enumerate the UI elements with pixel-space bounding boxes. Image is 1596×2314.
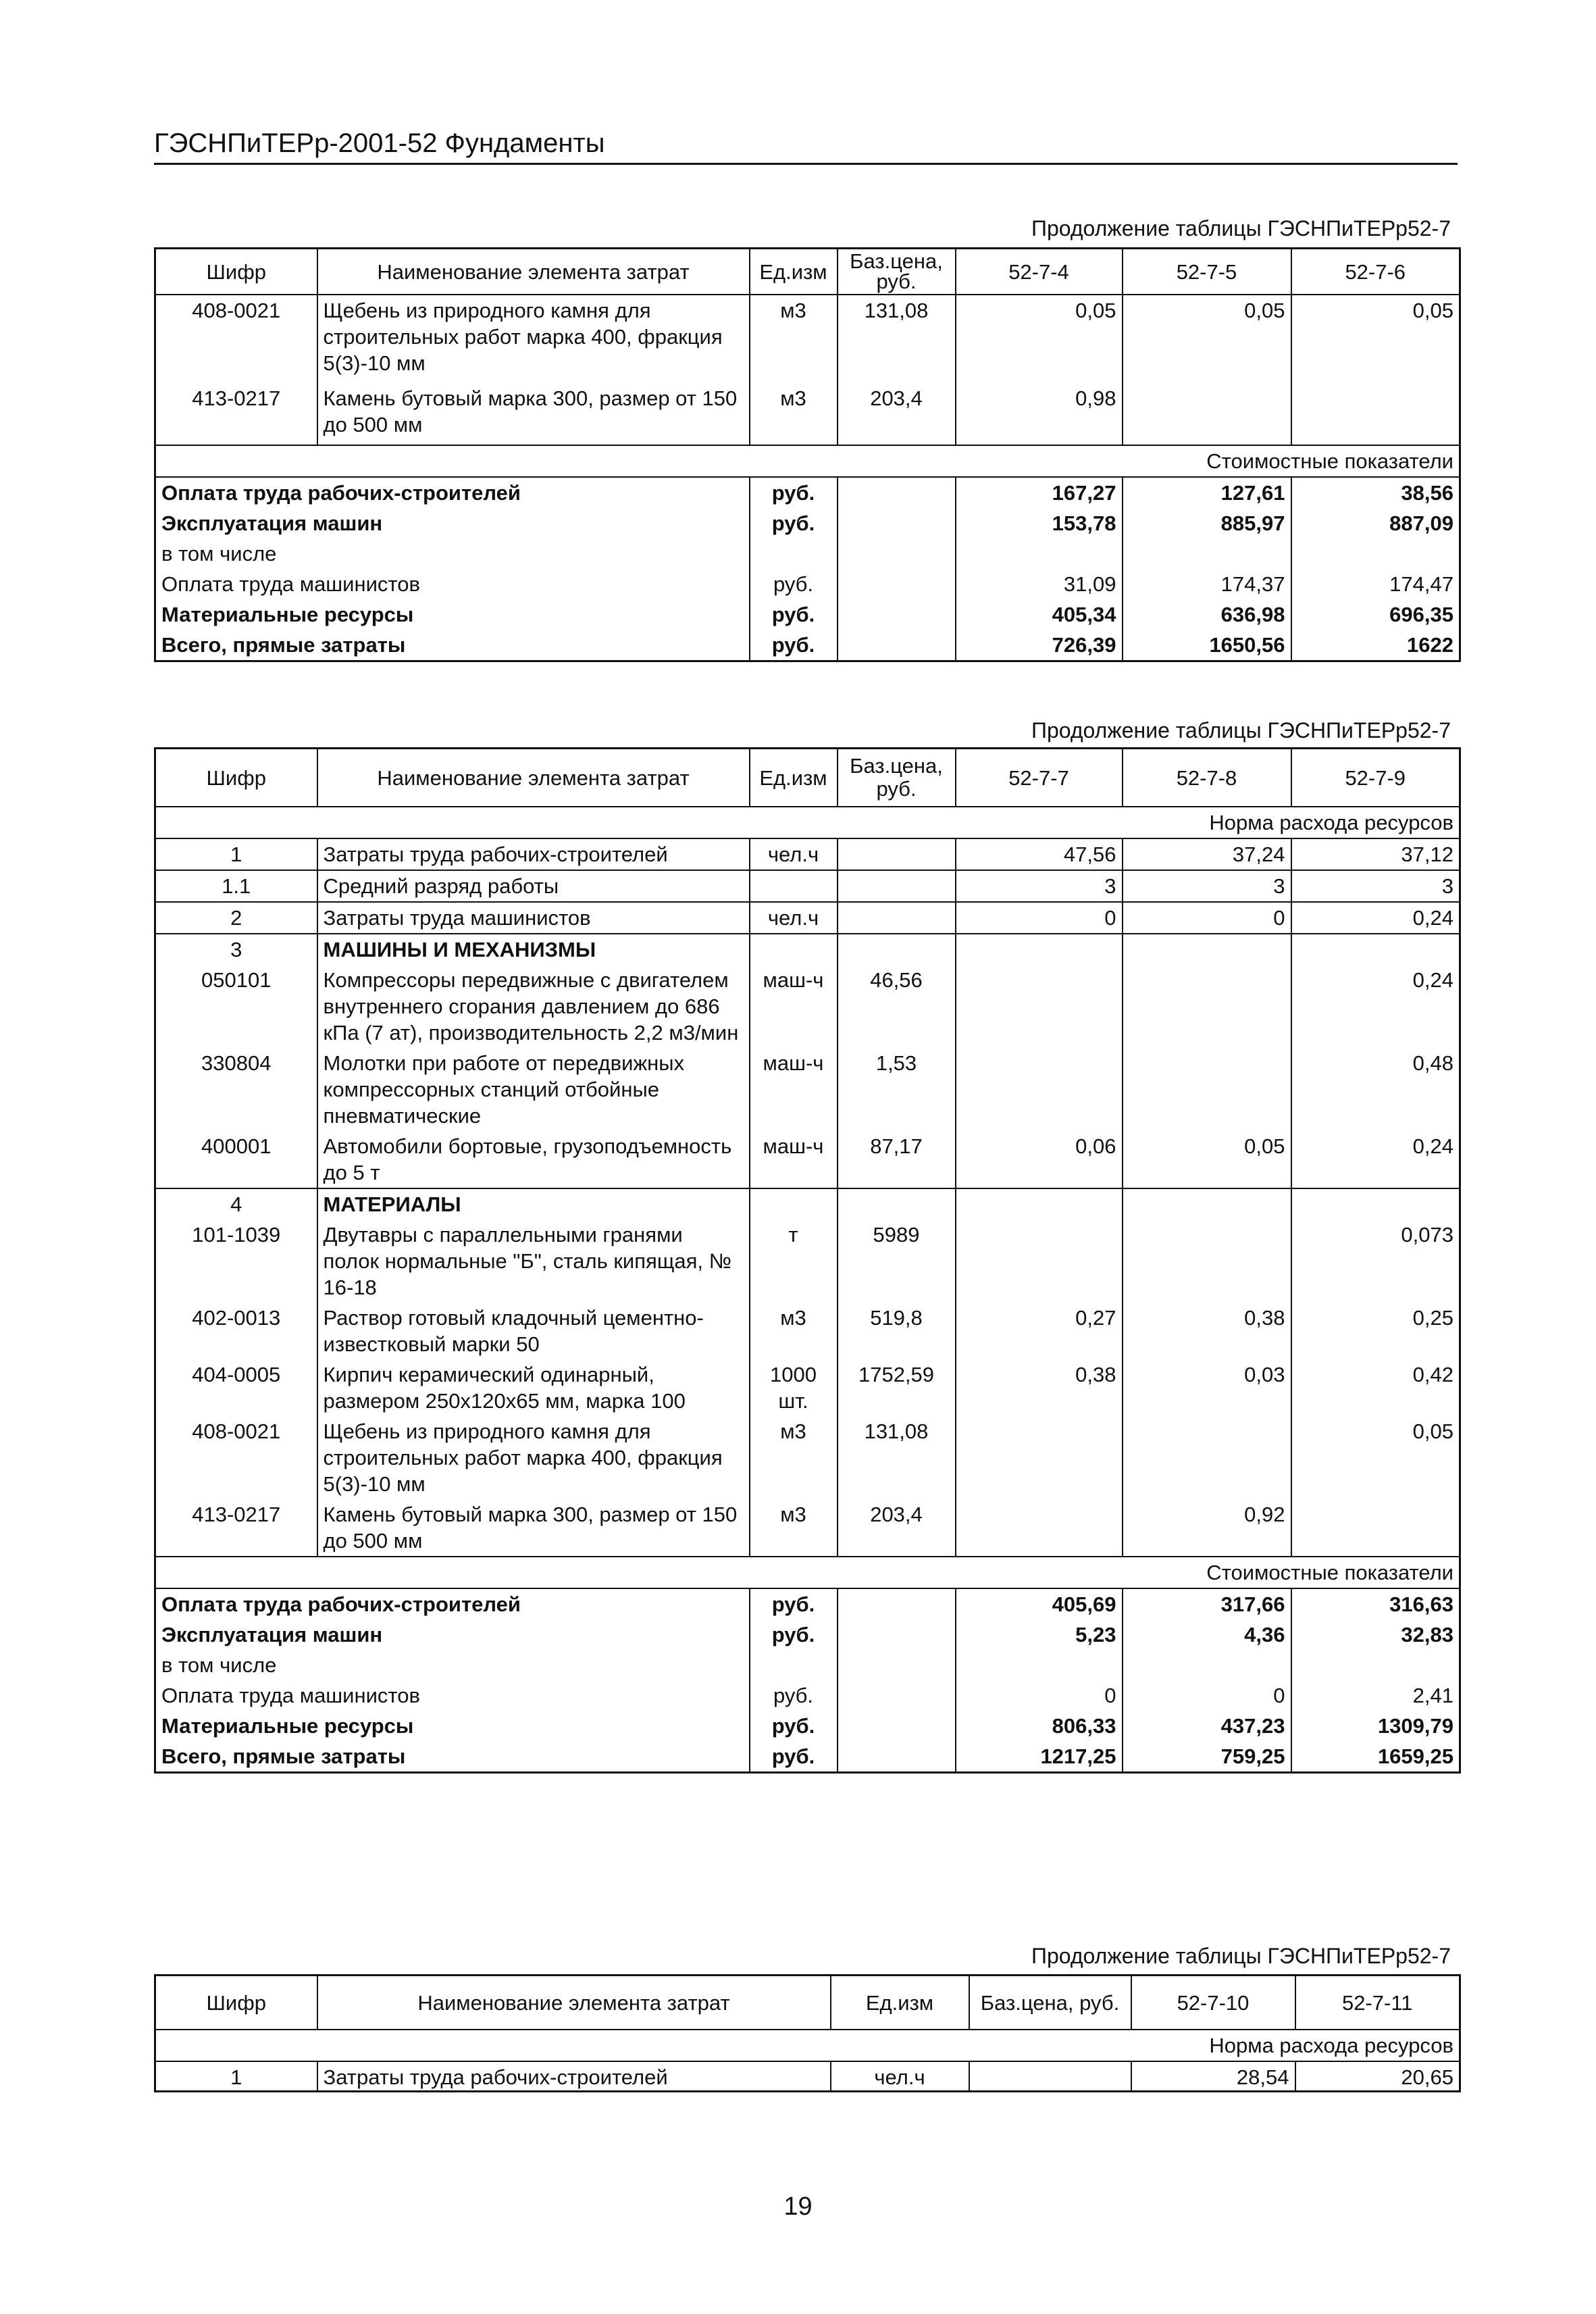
norms-table-2 [154,747,1461,1774]
row-value: 47,56 [956,838,1123,870]
cost-row [155,1741,1460,1773]
cost-value: 437,23 [1123,1711,1291,1741]
row-value: 0,24 [1291,1131,1460,1188]
row-price [969,2061,1131,2092]
norms-table-1 [154,247,1461,662]
table-caption: Продолжение таблицы ГЭСНПиТЕРр52-7 [1031,216,1451,241]
col-code: Шифр [155,249,317,295]
empty-cell [838,1680,956,1711]
cost-value: 0 [1123,1680,1291,1711]
cost-value: 317,66 [1123,1588,1291,1619]
row-value: 20,65 [1295,2061,1460,2092]
empty-cell [750,538,838,569]
row-name: МАТЕРИАЛЫ [317,1188,750,1219]
row-name: МАШИНЫ И МЕХАНИЗМЫ [317,934,750,965]
row-price [838,902,956,934]
table-row [155,870,1460,902]
row-value: 28,54 [1131,2061,1295,2092]
in-total-label: в том числе [155,538,750,569]
table-row [155,1359,1460,1416]
row-value: 0,03 [1123,1359,1291,1416]
cost-value: 5,23 [956,1619,1123,1650]
col-code: Шифр [155,749,317,807]
row-value [1123,934,1291,965]
table-caption: Продолжение таблицы ГЭСНПиТЕРр52-7 [1031,718,1451,743]
col-norm: 52-7-11 [1295,1976,1460,2030]
row-code: 1.1 [155,870,317,902]
row-value: 37,12 [1291,838,1460,870]
row-value: 0,42 [1291,1359,1460,1416]
row-name: Камень бутовый марка 300, размер от 150 до 500 мм [317,1499,750,1557]
cost-value: 1650,56 [1123,630,1291,661]
cost-value: 127,61 [1123,477,1291,508]
col-norm: 52-7-9 [1291,749,1460,807]
row-price: 1,53 [838,1048,956,1131]
cost-row [155,1680,1460,1711]
col-price: Баз.цена, руб. [838,749,956,807]
cost-row [155,477,1460,508]
row-value [1291,1499,1460,1557]
row-value: 0,24 [1291,902,1460,934]
row-unit: чел.ч [831,2061,969,2092]
row-price: 46,56 [838,965,956,1048]
row-value: 0,05 [1291,1416,1460,1499]
row-code: 408-0021 [155,1416,317,1499]
row-price: 203,4 [838,383,956,445]
row-unit: маш-ч [750,965,838,1048]
row-code: 402-0013 [155,1303,317,1359]
empty-cell [838,630,956,661]
cost-name: Всего, прямые затраты [155,630,750,661]
row-value [956,1188,1123,1219]
row-name: Щебень из природного камня для строительных работ марка 400, фракция 5(3)-10 мм [317,1416,750,1499]
col-norm: 52-7-4 [956,249,1123,295]
row-value: 0,38 [1123,1303,1291,1359]
cost-row [155,1588,1460,1619]
cost-value: 696,35 [1291,599,1460,630]
row-value [1291,383,1460,445]
col-unit: Ед.изм [750,749,838,807]
row-price [838,870,956,902]
cost-subheader-row [155,1650,1460,1680]
empty-cell [838,569,956,599]
row-price: 87,17 [838,1131,956,1188]
cost-unit: руб. [750,599,838,630]
cost-unit: руб. [750,1588,838,1619]
cost-value: 887,09 [1291,508,1460,538]
row-value: 0,06 [956,1131,1123,1188]
row-value [956,965,1123,1048]
col-name: Наименование элемента затрат [317,249,750,295]
empty-cell [1123,1650,1291,1680]
row-code: 1 [155,2061,317,2092]
cost-value: 1309,79 [1291,1711,1460,1741]
row-name: Средний разряд работы [317,870,750,902]
row-code: 330804 [155,1048,317,1131]
row-unit: м3 [750,383,838,445]
row-name: Раствор готовый кладочный цементно-известковый марки 50 [317,1303,750,1359]
col-unit: Ед.изм [831,1976,969,2030]
cost-name: Оплата труда машинистов [155,1680,750,1711]
table-row [155,295,1460,383]
row-value [1123,1048,1291,1131]
row-value [1123,1188,1291,1219]
row-value: 0,92 [1123,1499,1291,1557]
cost-unit: руб. [750,1741,838,1773]
col-unit: Ед.изм [750,249,838,295]
cost-value: 726,39 [956,630,1123,661]
cost-value: 0 [956,1680,1123,1711]
col-price: Баз.цена, руб. [969,1976,1131,2030]
row-name: Камень бутовый марка 300, размер от 150 до 500 мм [317,383,750,445]
cost-name: Эксплуатация машин [155,508,750,538]
empty-cell [956,538,1123,569]
cost-name: Материальные ресурсы [155,599,750,630]
empty-cell [838,1711,956,1741]
cost-value: 759,25 [1123,1741,1291,1773]
row-value: 0,073 [1291,1219,1460,1303]
empty-cell [956,1650,1123,1680]
row-value: 0,24 [1291,965,1460,1048]
row-unit: м3 [750,1303,838,1359]
row-value: 0,25 [1291,1303,1460,1359]
row-price [838,934,956,965]
row-value [956,1219,1123,1303]
row-value: 0,05 [1123,295,1291,383]
table-row [155,838,1460,870]
page-number: 19 [783,2192,813,2221]
row-name: Двутавры с параллельными гранями полок нормальные "Б", сталь кипящая, № 16-18 [317,1219,750,1303]
empty-cell [838,599,956,630]
row-code: 413-0217 [155,383,317,445]
row-unit [750,1188,838,1219]
cost-value: 405,34 [956,599,1123,630]
row-name: Щебень из природного камня для строительных работ марка 400, фракция 5(3)-10 мм [317,295,750,383]
row-name: Молотки при работе от передвижных компрессорных станций отбойные пневматические [317,1048,750,1131]
cost-value: 316,63 [1291,1588,1460,1619]
row-value: 0,48 [1291,1048,1460,1131]
cost-value: 1659,25 [1291,1741,1460,1773]
row-value [956,934,1123,965]
row-value [956,1416,1123,1499]
col-name: Наименование элемента затрат [317,1976,831,2030]
row-unit: 1000 шт. [750,1359,838,1416]
row-value: 0,05 [1291,295,1460,383]
cost-unit: руб. [750,1619,838,1650]
cost-value: 38,56 [1291,477,1460,508]
cost-unit: руб. [750,508,838,538]
row-value: 37,24 [1123,838,1291,870]
row-unit: маш-ч [750,1131,838,1188]
cost-unit: руб. [750,1680,838,1711]
cost-value: 636,98 [1123,599,1291,630]
row-value: 0,38 [956,1359,1123,1416]
cost-name: Оплата труда машинистов [155,569,750,599]
row-code: 1 [155,838,317,870]
section-norms: Норма расхода ресурсов [155,807,1460,838]
cost-row [155,599,1460,630]
cost-value: 167,27 [956,477,1123,508]
row-code: 408-0021 [155,295,317,383]
cost-value: 1217,25 [956,1741,1123,1773]
table-caption: Продолжение таблицы ГЭСНПиТЕРр52-7 [1031,1944,1451,1968]
row-price [838,838,956,870]
row-code: 101-1039 [155,1219,317,1303]
cost-value: 885,97 [1123,508,1291,538]
empty-cell [838,1741,956,1773]
row-value: 0 [1123,902,1291,934]
cost-value: 174,47 [1291,569,1460,599]
empty-cell [838,508,956,538]
section-costs: Стоимостные показатели [155,1557,1460,1588]
cost-value: 2,41 [1291,1680,1460,1711]
cost-name: Оплата труда рабочих-строителей [155,1588,750,1619]
empty-cell [838,1619,956,1650]
cost-row [155,569,1460,599]
table-row [155,1303,1460,1359]
col-norm: 52-7-8 [1123,749,1291,807]
row-value: 0,05 [1123,1131,1291,1188]
cost-value: 174,37 [1123,569,1291,599]
cost-row [155,508,1460,538]
col-code: Шифр [155,1976,317,2030]
col-norm: 52-7-6 [1291,249,1460,295]
empty-cell [750,1650,838,1680]
row-value [956,1499,1123,1557]
col-norm: 52-7-7 [956,749,1123,807]
row-value [1123,1416,1291,1499]
row-value: 0 [956,902,1123,934]
section-row [155,934,1460,965]
cost-unit: руб. [750,1711,838,1741]
cost-value: 153,78 [956,508,1123,538]
row-code: 404-0005 [155,1359,317,1416]
empty-cell [1291,538,1460,569]
table-row [155,383,1460,445]
row-price: 203,4 [838,1499,956,1557]
row-value: 3 [1291,870,1460,902]
table-row [155,1219,1460,1303]
row-code: 400001 [155,1131,317,1188]
row-unit: чел.ч [750,902,838,934]
row-name: Кирпич керамический одинарный, размером 250х120х65 мм, марка 100 [317,1359,750,1416]
col-norm: 52-7-5 [1123,249,1291,295]
row-unit: м3 [750,1499,838,1557]
row-code: 4 [155,1188,317,1219]
empty-cell [838,1650,956,1680]
row-value: 0,05 [956,295,1123,383]
row-value [1291,1188,1460,1219]
row-name: Автомобили бортовые, грузоподъемность до 5 т [317,1131,750,1188]
col-norm: 52-7-10 [1131,1976,1295,2030]
row-code: 3 [155,934,317,965]
cost-subheader-row [155,538,1460,569]
cost-unit: руб. [750,569,838,599]
row-value [956,1048,1123,1131]
cost-name: Материальные ресурсы [155,1711,750,1741]
row-code: 413-0217 [155,1499,317,1557]
empty-cell [1123,538,1291,569]
section-row [155,1188,1460,1219]
cost-name: Эксплуатация машин [155,1619,750,1650]
cost-value: 405,69 [956,1588,1123,1619]
cost-value: 31,09 [956,569,1123,599]
row-unit: м3 [750,295,838,383]
page-header: ГЭСНПиТЕРр-2001-52 Фундаменты [154,128,1458,165]
table-row [155,902,1460,934]
row-value: 3 [1123,870,1291,902]
row-value: 3 [956,870,1123,902]
cost-value: 4,36 [1123,1619,1291,1650]
row-value [1123,383,1291,445]
table-row [155,2061,1460,2092]
row-name: Затраты труда рабочих-строителей [317,2061,831,2092]
cost-name: Оплата труда рабочих-строителей [155,477,750,508]
cost-value: 1622 [1291,630,1460,661]
row-price: 5989 [838,1219,956,1303]
in-total-label: в том числе [155,1650,750,1680]
empty-cell [1291,1650,1460,1680]
table-row [155,965,1460,1048]
row-unit [750,870,838,902]
cost-row [155,1619,1460,1650]
col-price: Баз.цена, руб. [838,249,956,295]
cost-row [155,1711,1460,1741]
row-value: 0,27 [956,1303,1123,1359]
cost-value: 32,83 [1291,1619,1460,1650]
table-row [155,1048,1460,1131]
table-row [155,1416,1460,1499]
row-price: 131,08 [838,295,956,383]
cost-unit: руб. [750,630,838,661]
empty-cell [838,538,956,569]
row-unit: м3 [750,1416,838,1499]
norms-table-3 [154,1974,1461,2092]
row-price: 1752,59 [838,1359,956,1416]
row-unit [750,934,838,965]
col-name: Наименование элемента затрат [317,749,750,807]
row-unit: маш-ч [750,1048,838,1131]
row-name: Затраты труда машинистов [317,902,750,934]
row-price: 519,8 [838,1303,956,1359]
row-name: Затраты труда рабочих-строителей [317,838,750,870]
row-price [838,1188,956,1219]
row-code: 050101 [155,965,317,1048]
row-name: Компрессоры передвижные с двигателем внутреннего сгорания давлением до 686 кПа (7 ат), производительность 2,2 м3/мин [317,965,750,1048]
table-row [155,1131,1460,1188]
row-value: 0,98 [956,383,1123,445]
row-value [1123,1219,1291,1303]
table-row [155,1499,1460,1557]
row-value [1291,934,1460,965]
row-value [1123,965,1291,1048]
row-price: 131,08 [838,1416,956,1499]
cost-value: 806,33 [956,1711,1123,1741]
row-unit: чел.ч [750,838,838,870]
empty-cell [838,1588,956,1619]
empty-cell [838,477,956,508]
cost-row [155,630,1460,661]
cost-unit: руб. [750,477,838,508]
row-code: 2 [155,902,317,934]
row-unit: т [750,1219,838,1303]
section-norms: Норма расхода ресурсов [155,2030,1460,2061]
cost-name: Всего, прямые затраты [155,1741,750,1773]
section-costs: Стоимостные показатели [155,445,1460,477]
